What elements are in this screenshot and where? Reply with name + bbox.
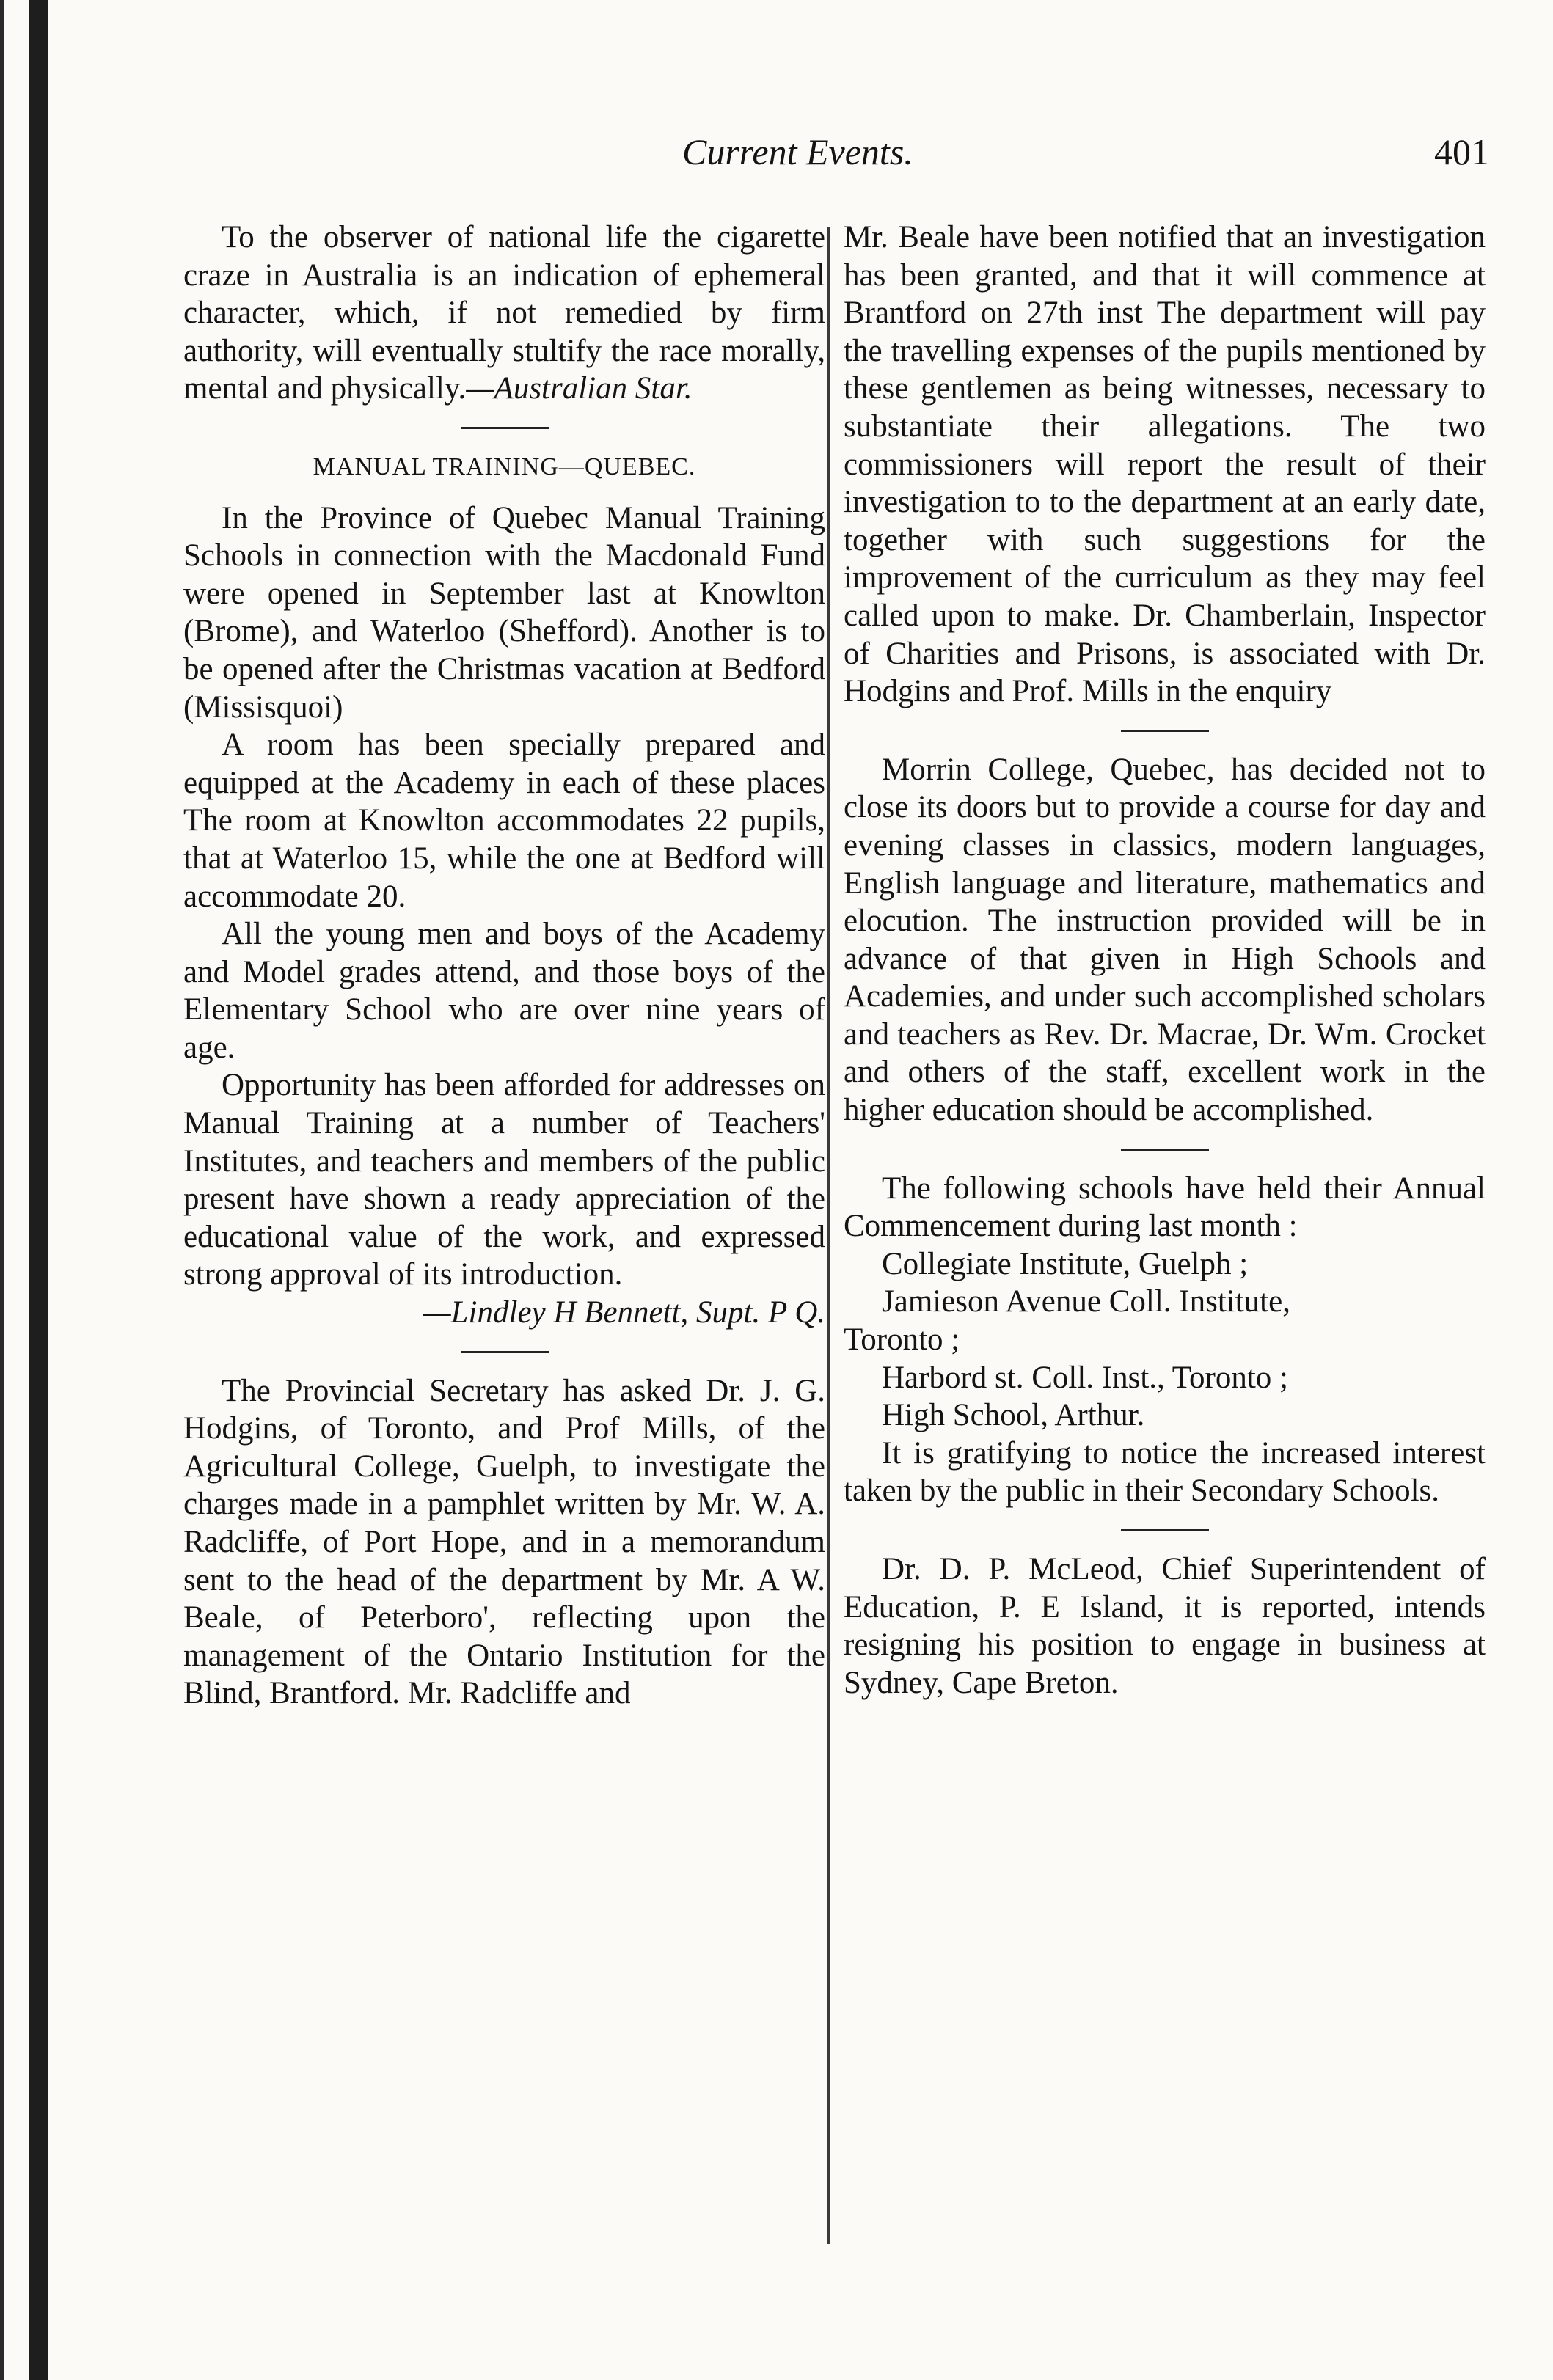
paragraph-mcleod: Dr. D. P. McLeod, Chief Superintendent of Education, P. E Island, it is reported, intends resigning his position to engage in business at Sydney, Cape Breton. [844, 1552, 1486, 1700]
page-header [176, 131, 1497, 182]
paragraph-opportunity: Opportunity has been afforded for addresses on Manual Training at a number of Teachers' Institutes, and teachers and members of the public present have shown a ready appreciation of the educational value of the work, and expressed strong approval of its introduction. [183, 1068, 825, 1292]
section-separator [1121, 1529, 1209, 1531]
section-separator [1121, 730, 1209, 732]
section-separator [461, 1351, 549, 1353]
paragraph-manual-training-schools: In the Province of Quebec Manual Training Schools in connection with the Macdonald Fund were opened in September last at Knowlton (Brome), and Waterloo (Shefford). Another is to be opened after the Christmas vacation at Bedford (Missisquoi) [183, 500, 825, 725]
citation-australian-star: —Australian Star. [466, 371, 693, 406]
page-number: 401 [1434, 131, 1489, 172]
page-binding-edge [0, 0, 53, 2380]
list-item-school: High School, Arthur. [882, 1398, 1145, 1433]
list-item-school: Jamieson Avenue Coll. Institute, [882, 1284, 1290, 1319]
section-heading-manual-training: MANUAL TRAINING—QUEBEC. [313, 453, 696, 480]
paragraph-room-prepared: A room has been specially prepared and equipped at the Academy in each of these places The room at Knowlton accommodates 22 pupils, that at Waterloo 15, while the one at Bedford will accommodate 20. [183, 728, 825, 914]
paragraph-annual-commencement: The following schools have held their Annual Commencement during last month : [844, 1171, 1486, 1244]
left-column [183, 219, 825, 1713]
paragraph-attendance: All the young men and boys of the Academy and Model grades attend, and those boys of the Elementary School who are over nine years of age. [183, 917, 825, 1065]
paragraph-provincial-secretary: The Provincial Secretary has asked Dr. J. G. Hodgins, of Toronto, and Prof Mills, of the Agricultural College, Guelph, to investigate the charges made in a pamphlet written by Mr. W. A. Radcliffe, of Port Hope, and in a memorandum sent to the head of the department by Mr. A W. Beale, of Peterboro', reflecting upon the management of the Ontario Institution for the Blind, Brantford. Mr. Radcliffe and [183, 1373, 825, 1711]
section-separator [461, 427, 549, 429]
column-divider [827, 227, 830, 2244]
section-separator [1121, 1149, 1209, 1151]
list-item-school: Collegiate Institute, Guelph ; [882, 1246, 1249, 1281]
list-item-school-continued: Toronto ; [844, 1322, 960, 1358]
paragraph-gratifying: It is gratifying to notice the increased interest taken by the public in their Secondary Schools. [844, 1435, 1486, 1509]
paragraph-cigarette-craze [183, 219, 825, 408]
paragraph-provincial-secretary-continued: Mr. Beale have been notified that an investigation has been granted, and that it will commence at Brantford on 27th inst The department will pay the travelling expenses of the pupils mentioned by these gentlemen as being witnesses, necessary to substantiate their allegations. The two commissioners will report the result of their investigation to to the department at an early date, together with such suggestions for the improvement of the curriculum as they may feel called upon to make. Dr. Chamberlain, Inspector of Charities and Prisons, is associated with Dr. Hodgins and Prof. Mills in the enquiry [844, 220, 1486, 709]
paragraph-morrin-college: Morrin College, Quebec, has decided not to close its doors but to provide a course for day and evening classes in classics, modern languages, English language and literature, mathematics and elocution. The instruction provided will be in advance of that given in High Schools and Academies, and under such accomplished scholars and teachers as Rev. Dr. Macrae, Dr. Wm. Crocket and others of the staff, excellent work in the higher education should be accomplished. [844, 752, 1486, 1128]
running-head: Current Events. [682, 131, 913, 172]
paragraph-text: To the observer of national life the cigarette craze in Australia is an indication of ephemeral character, which, if not remedied by firm authority, will eventually stultify the race morally, mental and physically. [183, 220, 825, 406]
list-item-school: Harbord st. Coll. Inst., Toronto ; [882, 1360, 1288, 1395]
citation-lindley-bennett: —Lindley H Bennett, Supt. P Q. [423, 1295, 825, 1330]
right-column [844, 219, 1486, 1702]
